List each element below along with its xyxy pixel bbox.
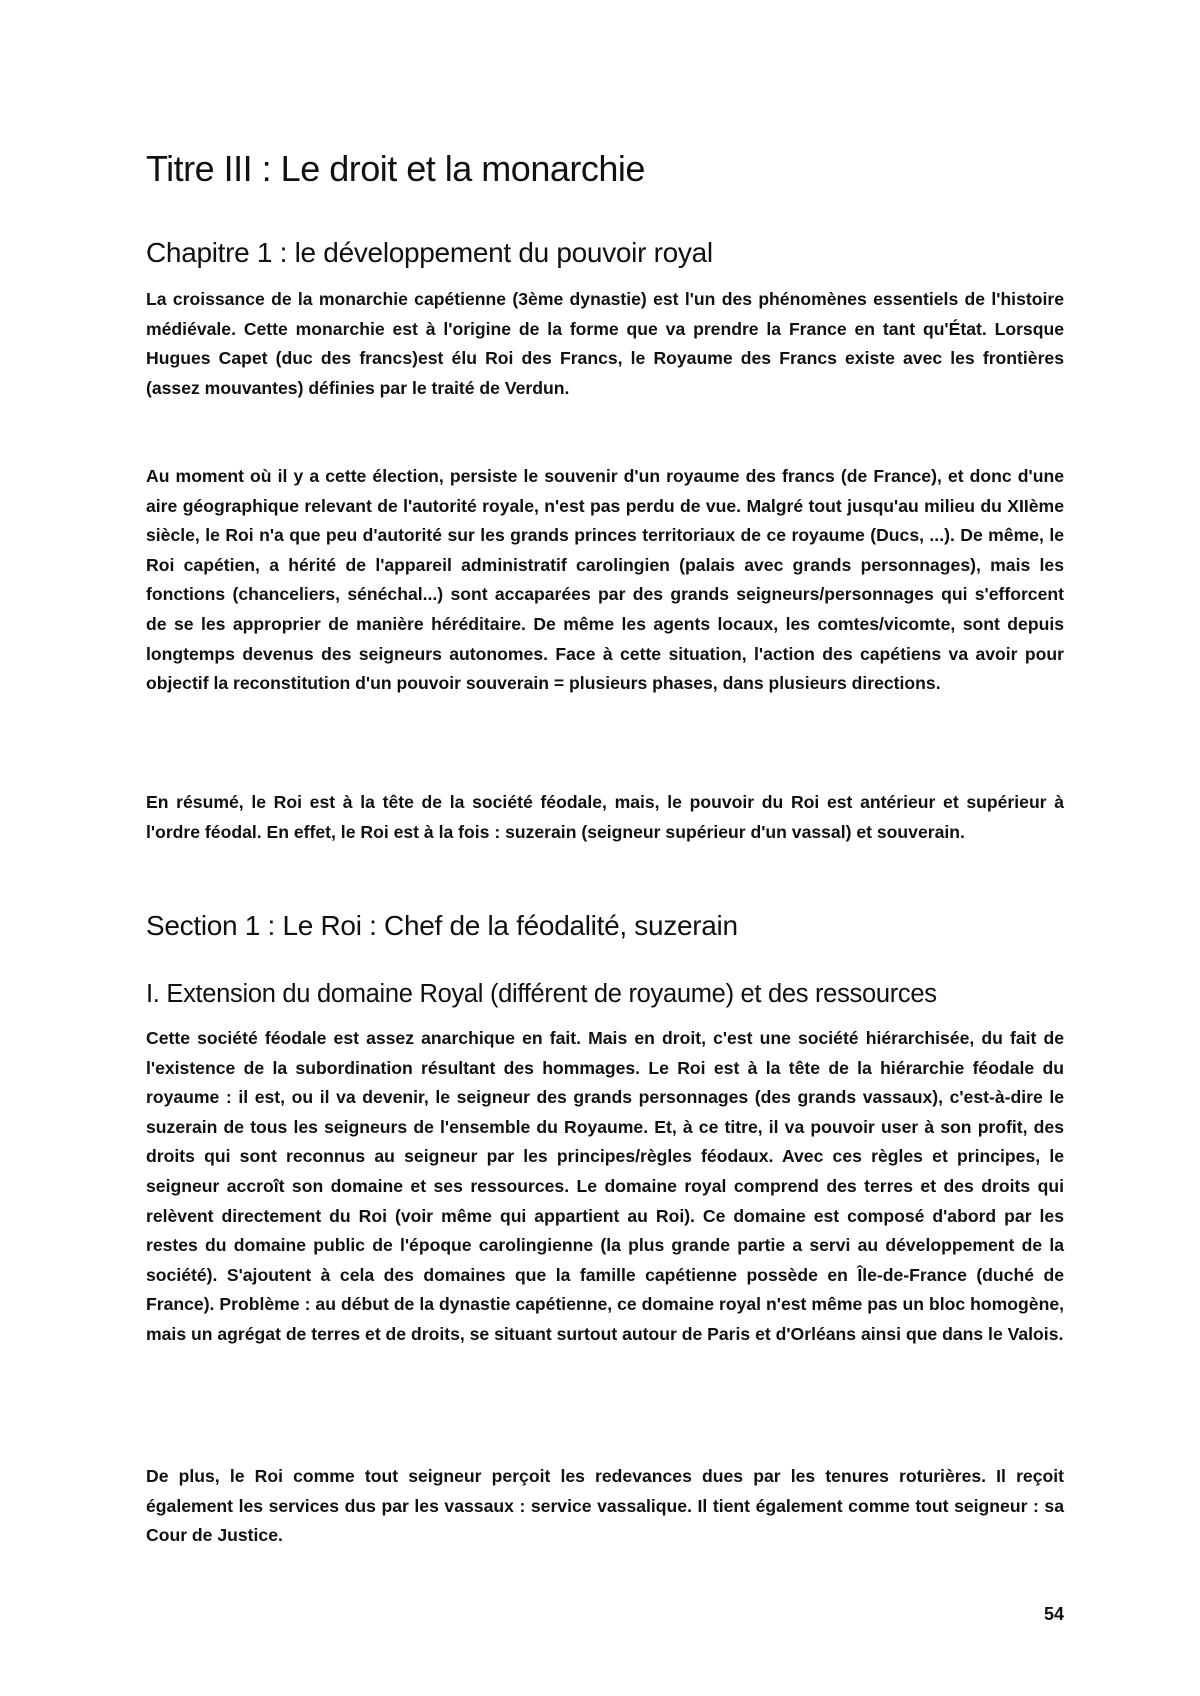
subsection-heading: I. Extension du domaine Royal (différent de royaume) et des ressources [146, 980, 937, 1008]
chapter-paragraph-1: La croissance de la monarchie capétienne (3ème dynastie) est l'un des phénomènes essentiels de l'histoire médiévale. Cette monarchie est à l'origine de la forme que va prendre la France en tant qu'État. Lorsque Hugues Capet (duc des francs)est élu Roi des Francs, le Royaume des Francs existe avec les frontières (assez mouvantes) définies par le traité de Verdun. [146, 289, 1064, 398]
section-heading: Section 1 : Le Roi : Chef de la féodalité, suzerain [146, 910, 738, 941]
document-page [146, 0, 1064, 1696]
subsection-paragraph-2: De plus, le Roi comme tout seigneur perçoit les redevances dues par les tenures roturières. Il reçoit également les services dus par les vassaux : service vassalique. Il tient également comme tout seigneur : sa Cour de Justice. [146, 1466, 1064, 1546]
subsection-paragraph-1: Cette société féodale est assez anarchique en fait. Mais en droit, c'est une société hiérarchisée, du fait de l'existence de la subordination résultant des hommages. Le Roi est à la tête de la hiérarchie féodale du royaume : il est, ou il va devenir, le seigneur des grands personnages (des grands vassaux), c'est-à-dire le suzerain de tous les seigneurs de l'ensemble du Royaume. Et, à ce titre, il va pouvoir user à son profit, des droits qui sont reconnus au seigneur par les principes/règles féodaux. Avec ces règles et principes, le seigneur accroît son domaine et ses ressources. Le domaine royal comprend des terres et des droits qui relèvent directement du Roi (voir même qui appartient au Roi). Ce domaine est composé d'abord par les restes du domaine public de l'époque carolingienne (la plus grande partie a servi au développement de la société). S'ajoutent à cela des domaines que la famille capétienne possède en Île-de-France (duché de France). Problème : au début de la dynastie capétienne, ce domaine royal n'est même pas un bloc homogène, mais un agrégat de terres et de droits, se situant surtout autour de Paris et d'Orléans ainsi que dans le Valois. [146, 1028, 1064, 1344]
page-number: 54 [1043, 1604, 1064, 1624]
chapter-paragraph-3: En résumé, le Roi est à la tête de la société féodale, mais, le pouvoir du Roi est antérieur et supérieur à l'ordre féodal. En effet, le Roi est à la fois : suzerain (seigneur supérieur d'un vassal) et souverain. [146, 792, 1064, 842]
chapter-paragraph-2: Au moment où il y a cette élection, persiste le souvenir d'un royaume des francs (de France), et donc d'une aire géographique relevant de l'autorité royale, n'est pas perdu de vue. Malgré tout jusqu'au milieu du XIIème siècle, le Roi n'a que peu d'autorité sur les grands princes territoriaux de ce royaume (Ducs, ...). De même, le Roi capétien, a hérité de l'appareil administratif carolingien (palais avec grands personnages), mais les fonctions (chanceliers, sénéchal...) sont accaparées par des grands seigneurs/personnages qui s'efforcent de se les approprier de manière héréditaire. De même les agents locaux, les comtes/vicomte, sont depuis longtemps devenus des seigneurs autonomes. Face à cette situation, l'action des capétiens va avoir pour objectif la reconstitution d'un pouvoir souverain = plusieurs phases, dans plusieurs directions. [146, 466, 1064, 694]
chapter-heading: Chapitre 1 : le développement du pouvoir royal [146, 237, 713, 268]
document-title: Titre III : Le droit et la monarchie [146, 148, 645, 189]
